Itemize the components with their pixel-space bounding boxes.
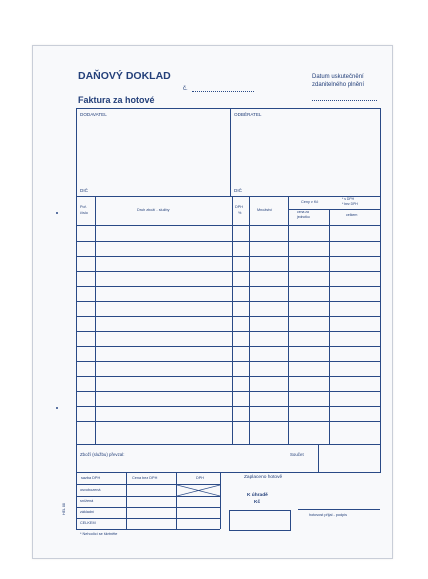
supplier-dic-label: DIČ: [80, 188, 88, 193]
amount-due-label-line1: K úhradě: [247, 493, 268, 498]
customer-label: ODBĚRATEL: [234, 112, 262, 117]
item-row-line: [76, 301, 381, 302]
vat-table-vline: [126, 473, 127, 529]
items-header-bottom: [76, 225, 381, 226]
strike-out-note: * Nehodící se škrtněte: [80, 532, 118, 536]
vat-table-line: [76, 507, 220, 508]
paid-cash-label: Zaplaceno hotově: [244, 475, 283, 480]
vat-row-exempt: osvobozená: [80, 488, 101, 492]
vat-col-vat-header: DPH: [196, 476, 205, 480]
col-no-line1: Poř.: [80, 205, 87, 209]
col-total-header: celkem: [346, 213, 358, 217]
document-title: DAŇOVÝ DOKLAD: [78, 70, 171, 82]
tax-date-label-line1: Datum uskutečnění: [312, 74, 364, 80]
amount-due-label-line2: Kč: [254, 500, 261, 505]
vat-table-vline: [220, 473, 221, 529]
vat-table-vline: [176, 473, 177, 529]
vat-legend-line1: * s DPH: [342, 197, 355, 201]
col-description-header: Druh zboží - služby: [137, 208, 170, 212]
item-row-line: [76, 406, 381, 407]
item-row-line: [76, 346, 381, 347]
vat-table-line: [76, 496, 220, 497]
document-number-label: č.: [183, 86, 188, 92]
item-row-line: [76, 376, 381, 377]
vat-row-total: CELKEM: [80, 521, 96, 525]
item-row-line: [76, 256, 381, 257]
vat-table-line: [76, 529, 220, 530]
signature-line: [298, 509, 380, 510]
party-section-bottom: [76, 196, 381, 197]
col-quantity-header: Množství: [257, 208, 273, 212]
vat-col-base-header: Cena bez DPH: [132, 476, 158, 480]
item-row-line: [76, 391, 381, 392]
item-row-line: [76, 316, 381, 317]
tax-date-label-line2: zdanitelného plnění: [312, 82, 365, 88]
form-code: HEL 88: [62, 503, 66, 515]
tax-date-field[interactable]: [312, 100, 377, 101]
col-unit-price-line2: jednotku: [297, 215, 310, 219]
item-row-line: [76, 286, 381, 287]
document-number-field[interactable]: [192, 91, 254, 92]
item-row-line: [76, 241, 381, 242]
item-row-line: [76, 331, 381, 332]
exempt-vat-crossed-cell: [177, 485, 220, 496]
items-col-line: [329, 209, 330, 444]
vat-table-line: [76, 518, 220, 519]
vat-table-vline: [76, 473, 77, 529]
document-subtitle: Faktura za hotové: [78, 95, 155, 105]
col-vat-line1: DPH: [235, 205, 244, 209]
punch-hole-bottom: [56, 407, 58, 409]
punch-hole-top: [56, 212, 58, 214]
supplier-label: DODAVATEL: [80, 112, 107, 117]
vat-legend-line2: * bez DPH: [342, 202, 358, 206]
received-by-label: Zboží (službu) převzal:: [80, 452, 125, 457]
item-row-line: [76, 361, 381, 362]
col-price-group-header: Ceny v Kč: [301, 200, 319, 204]
col-no-line2: číslo: [80, 211, 88, 215]
vat-row-reduced: snížená: [80, 499, 94, 503]
customer-dic-label: DIČ: [234, 188, 242, 193]
amount-due-field[interactable]: [229, 510, 291, 531]
col-unit-price-line1: cena za: [297, 210, 309, 214]
col-vat-line2: %: [238, 211, 242, 215]
item-row-line: [76, 271, 381, 272]
item-row-line: [76, 421, 381, 422]
sum-field[interactable]: [319, 445, 380, 472]
signature-label: hotovost přijal - podpis: [309, 513, 347, 517]
supplier-field[interactable]: [77, 120, 229, 184]
customer-field[interactable]: [232, 120, 380, 184]
party-divider-vertical: [230, 108, 231, 196]
sum-label: Součet: [290, 452, 304, 457]
vat-col-rate-header: sazba DPH: [81, 476, 101, 480]
price-group-divider: [288, 209, 381, 210]
vat-row-standard: základní: [80, 510, 95, 514]
